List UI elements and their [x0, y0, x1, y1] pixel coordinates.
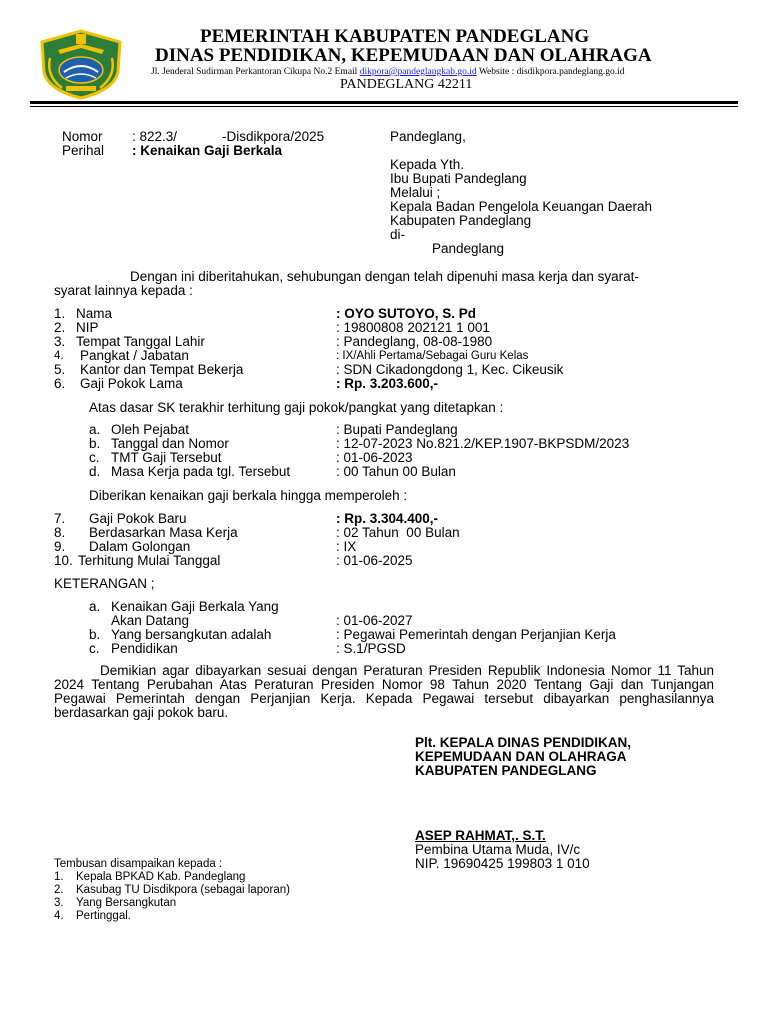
- intro-line-2: syarat lainnya kepada :: [54, 283, 193, 298]
- intro-line-1: Dengan ini diberitahukan, sehubungan dengan telah dipenuhi masa kerja dan syarat-: [130, 269, 639, 284]
- raise-value: : IX: [336, 539, 357, 554]
- raise-num: 9.: [54, 539, 66, 554]
- keterangan-num: b.: [89, 627, 101, 642]
- personal-label: Gaji Pokok Lama: [80, 376, 183, 391]
- tembusan-num: 4.: [54, 910, 64, 922]
- signatory-nip: NIP. 19690425 199803 1 010: [415, 856, 590, 871]
- personal-value: : SDN Cikadongdong 1, Kec. Cikeusik: [336, 362, 564, 377]
- personal-num: 6.: [54, 376, 66, 391]
- header-rule-thin: [30, 106, 738, 107]
- personal-value: : OYO SUTOYO, S. Pd: [336, 306, 477, 321]
- email-link[interactable]: dikpora@pandeglangkab.go.id: [359, 67, 477, 77]
- personal-label: Pangkat / Jabatan: [80, 348, 189, 363]
- personal-value: : Pandeglang, 08-08-1980: [336, 334, 493, 349]
- tembusan-title: Tembusan disampaikan kepada :: [54, 858, 223, 870]
- recipient-line: di-: [390, 227, 406, 242]
- raise-intro: Diberikan kenaikan gaji berkala hingga memperoleh :: [89, 488, 408, 503]
- signature-title-3: KABUPATEN PANDEGLANG: [415, 763, 597, 778]
- place-date: Pandeglang,: [390, 129, 466, 144]
- sk-num: c.: [89, 450, 100, 465]
- sk-num: d.: [89, 464, 101, 479]
- personal-value: : 19800808 202121 1 001: [336, 320, 490, 335]
- perihal-value: : Kenaikan Gaji Berkala: [132, 143, 283, 158]
- raise-label: Berdasarkan Masa Kerja: [89, 525, 238, 540]
- raise-value: : 01-06-2025: [336, 553, 413, 568]
- personal-num: 2.: [54, 320, 66, 335]
- personal-label: NIP: [76, 320, 99, 335]
- sk-num: a.: [89, 422, 101, 437]
- nomor-label: Nomor: [62, 129, 103, 144]
- keterangan-num: a.: [89, 599, 101, 614]
- address-text: Jl. Jenderal Sudirman Perkantoran Cikupa No.2 Email: [151, 67, 358, 77]
- letterhead-agency: DINAS PENDIDIKAN, KEPEMUDAAN DAN OLAHRAGA: [155, 45, 652, 66]
- personal-value: : IX/Ahli Pertama/Sebagai Guru Kelas: [336, 350, 529, 362]
- keterangan-value: : 01-06-2027: [336, 613, 413, 628]
- tembusan-num: 3.: [54, 897, 64, 909]
- personal-num: 4.: [54, 350, 64, 362]
- recipient-line: Ibu Bupati Pandeglang: [390, 171, 527, 186]
- raise-label: Dalam Golongan: [89, 539, 191, 554]
- personal-label: Tempat Tanggal Lahir: [76, 334, 205, 349]
- sk-value: : Bupati Pandeglang: [336, 422, 458, 437]
- signatory-rank: Pembina Utama Muda, IV/c: [415, 842, 581, 857]
- keterangan-label: Kenaikan Gaji Berkala Yang: [111, 599, 279, 614]
- keterangan-value: : S.1/PGSD: [336, 641, 406, 656]
- letterhead-gov: PEMERINTAH KABUPATEN PANDEGLANG: [200, 26, 590, 47]
- personal-num: 3.: [54, 334, 66, 349]
- raise-num: 7.: [54, 511, 66, 526]
- website-text: Website : disdikpora.pandeglang.go.id: [478, 67, 625, 77]
- raise-num: 10.: [54, 553, 73, 568]
- sk-label: TMT Gaji Tersebut: [111, 450, 222, 465]
- keterangan-label: Pendidikan: [111, 641, 178, 656]
- regency-logo: [36, 28, 126, 100]
- personal-label: Kantor dan Tempat Bekerja: [80, 362, 244, 377]
- personal-label: Nama: [76, 306, 113, 321]
- sk-value: : 00 Tahun 00 Bulan: [336, 464, 456, 479]
- sk-label: Oleh Pejabat: [111, 422, 190, 437]
- tembusan-num: 2.: [54, 884, 64, 896]
- recipient-line: Kabupaten Pandeglang: [390, 213, 532, 228]
- sk-intro: Atas dasar SK terakhir terhitung gaji pokok/pangkat yang ditetapkan :: [89, 400, 504, 415]
- personal-value: : Rp. 3.203.600,-: [336, 376, 439, 391]
- keterangan-num: c.: [89, 641, 100, 656]
- perihal-label: Perihal: [62, 143, 105, 158]
- recipient-line: Melalui ;: [390, 185, 441, 200]
- raise-label: Terhitung Mulai Tanggal: [78, 553, 221, 568]
- keterangan-title: KETERANGAN ;: [54, 576, 155, 591]
- header-rule-thick: [30, 101, 738, 104]
- recipient-line: Pandeglang: [432, 241, 505, 256]
- keterangan-label: Yang bersangkutan adalah: [111, 627, 272, 642]
- raise-value: : 02 Tahun 00 Bulan: [336, 525, 460, 540]
- tembusan-item: Kepala BPKAD Kab. Pandeglang: [76, 871, 246, 883]
- raise-num: 8.: [54, 525, 66, 540]
- tembusan-item: Yang Bersangkutan: [76, 897, 177, 909]
- recipient-line: Kepada Yth.: [390, 157, 465, 172]
- sk-num: b.: [89, 436, 101, 451]
- tembusan-item: Kasubag TU Disdikpora (sebagai laporan): [76, 884, 290, 896]
- personal-num: 5.: [54, 362, 66, 377]
- signature-title-1: Plt. KEPALA DINAS PENDIDIKAN,: [415, 735, 632, 750]
- sk-value: : 12-07-2023 No.821.2/KEP.1907-BKPSDM/2023: [336, 436, 630, 451]
- raise-label: Gaji Pokok Baru: [89, 511, 187, 526]
- tembusan-item: Pertinggal.: [76, 910, 131, 922]
- sk-label: Tanggal dan Nomor: [111, 436, 229, 451]
- raise-value: : Rp. 3.304.400,-: [336, 511, 439, 526]
- recipient-line: Kepala Badan Pengelola Keuangan Daerah: [390, 199, 652, 214]
- tembusan-num: 1.: [54, 871, 64, 883]
- personal-num: 1.: [54, 306, 66, 321]
- nomor-value: : 822.3/ -Disdikpora/2025: [132, 129, 325, 144]
- sk-label: Masa Kerja pada tgl. Tersebut: [111, 464, 291, 479]
- keterangan-value: : Pegawai Pemerintah dengan Perjanjian Kerja: [336, 627, 616, 642]
- letterhead-city: PANDEGLANG 42211: [340, 77, 473, 92]
- signature-title-2: KEPEMUDAAN DAN OLAHRAGA: [415, 749, 627, 764]
- closing-paragraph: Demikian agar dibayarkan sesuai dengan Peraturan Presiden Republik Indonesia Nomor 11 Tahun 2024 Tentang Perubahan Atas Peraturan Presiden Nomor 98 Tahun 2020 Tentang Gaji dan Tunjangan Pegawai Pemerintah dengan Perjanjian Kerja. Kepada Pegawai tersebut dibayarkan penghasilannya berdasarkan gaji pokok baru.: [54, 663, 714, 720]
- signatory-name: ASEP RAHMAT,. S.T.: [415, 828, 546, 843]
- sk-value: : 01-06-2023: [336, 450, 413, 465]
- keterangan-label: Akan Datang: [111, 613, 190, 628]
